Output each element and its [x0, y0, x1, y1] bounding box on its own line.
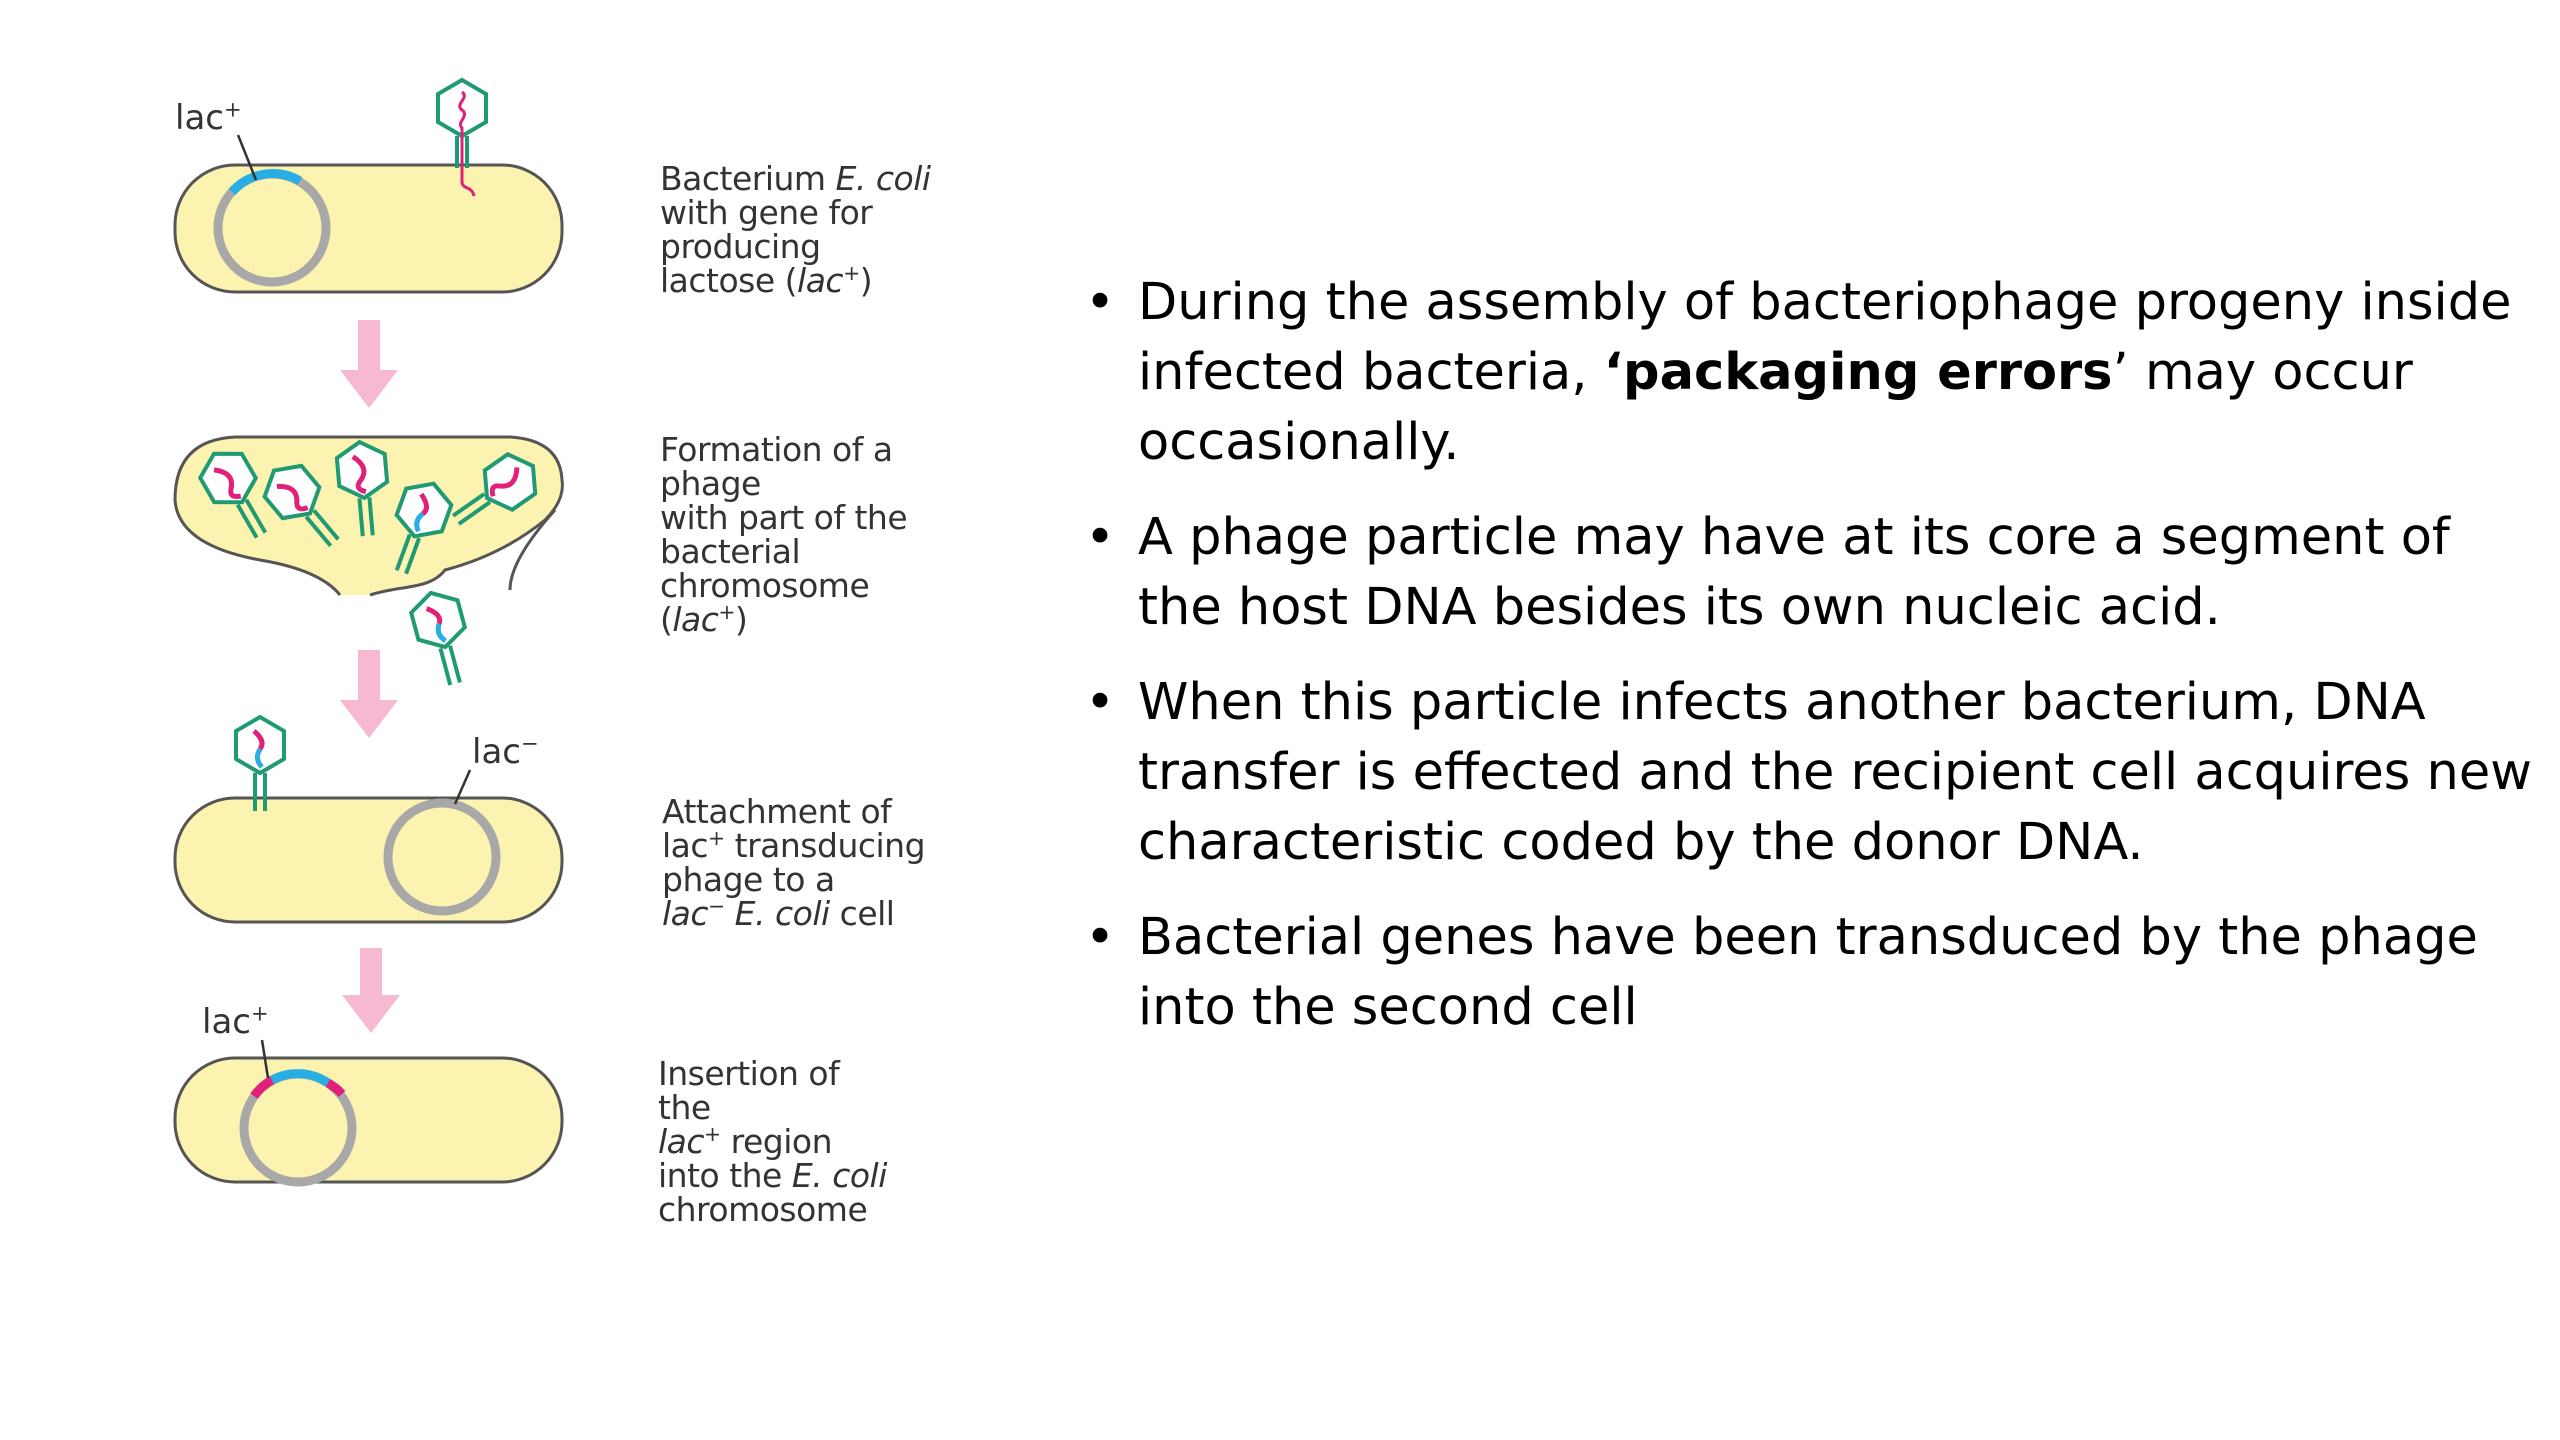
step2-caption	[660, 430, 908, 639]
step-arrow-1	[340, 320, 398, 408]
bullet-text: ’ may occur occasionally.	[1138, 343, 2413, 472]
step1-caption	[660, 159, 931, 300]
text-segment: −	[708, 894, 725, 918]
transduction-diagram	[0, 0, 1030, 1300]
step2-released-phage	[408, 587, 479, 690]
step3-caption	[662, 792, 926, 933]
text-segment: bacterial	[660, 532, 801, 571]
text-segment: lac	[797, 261, 844, 300]
text-segment: E. coli	[791, 1156, 887, 1195]
text-segment: )	[735, 600, 748, 639]
step1-cell	[175, 165, 562, 292]
text-segment: transducing	[724, 826, 926, 865]
bullet-marker: •	[1085, 508, 1116, 567]
text-segment: E. coli	[835, 159, 931, 198]
step-arrow-2	[340, 650, 398, 738]
text-segment: Formation of a	[660, 430, 893, 469]
text-segment: Bacterium	[660, 159, 836, 198]
bullet-text: Bacterial genes have been transduced by the phage into the second cell	[1138, 908, 2478, 1037]
bullet-item	[1085, 668, 2535, 878]
step1-lac-plus-label: lac+	[175, 96, 242, 138]
bullet-item	[1085, 268, 2535, 478]
text-segment: lac	[662, 826, 709, 865]
text-segment: chromosome	[660, 566, 870, 605]
step4-lac-plus-label: lac+	[202, 1000, 269, 1042]
step4-cell	[175, 1058, 562, 1182]
step3-lac-minus-label: lac−	[472, 730, 539, 772]
bold-text: ‘packaging errors	[1603, 343, 2113, 402]
text-segment: cell	[829, 894, 895, 933]
text-segment: lac	[658, 1122, 705, 1161]
bullet-text: When this particle infects another bacterium, DNA transfer is effected and the recipient cell acquires new characteristic coded by the donor DNA.	[1138, 673, 2532, 872]
text-segment: with gene for	[660, 193, 873, 232]
step3-cell	[175, 798, 562, 922]
bullet-list	[1085, 268, 2535, 1068]
bullet-marker: •	[1085, 908, 1116, 967]
text-segment: lac	[662, 894, 709, 933]
bullet-item	[1085, 903, 2535, 1043]
step-arrow-3	[342, 948, 400, 1033]
text-segment: lactose (	[660, 261, 798, 300]
text-segment: +	[704, 1122, 721, 1146]
text-segment: )	[859, 261, 873, 300]
text-segment: Insertion of	[658, 1054, 840, 1093]
bullet-text: During the assembly of bacteriophage progeny inside infected bacteria,	[1138, 273, 2512, 402]
text-segment: phage	[660, 464, 761, 503]
text-segment: +	[718, 600, 736, 624]
step4-caption	[658, 1054, 887, 1229]
text-segment: lac	[672, 600, 719, 639]
text-segment: the	[658, 1088, 711, 1127]
text-segment	[725, 894, 735, 933]
text-segment: (	[660, 600, 673, 639]
text-segment: with part of the	[660, 498, 908, 537]
text-segment: +	[708, 826, 725, 850]
bullet-marker: •	[1085, 273, 1116, 332]
bullet-item	[1085, 503, 2535, 643]
text-segment: into the	[658, 1156, 792, 1195]
text-segment: +	[843, 261, 860, 285]
text-segment: E. coli	[734, 894, 830, 933]
text-segment: phage to a	[662, 860, 835, 899]
bullet-text: A phage particle may have at its core a segment of the host DNA besides its own nucleic acid.	[1138, 508, 2450, 637]
text-segment: chromosome	[658, 1190, 868, 1229]
text-segment: region	[720, 1122, 833, 1161]
text-segment: Attachment of	[662, 792, 892, 831]
bullet-marker: •	[1085, 673, 1116, 732]
text-segment: producing	[660, 227, 821, 266]
